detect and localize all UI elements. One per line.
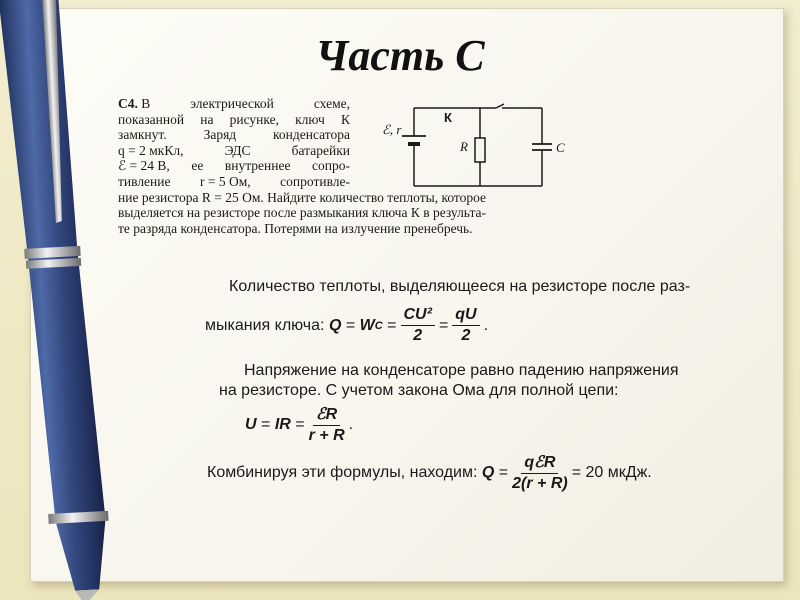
pen-image [0, 0, 160, 600]
source-label: ℰ, r [382, 122, 402, 137]
task-line: тивление r = 5 Ом, сопротивле- [118, 173, 350, 189]
solution-line: Напряжение на конденсаторе равно падению напряжения [244, 362, 679, 379]
solution-formula-result: Комбинируя эти формулы, находим: Q = $\frac{\text{qℰR}}{2(r + R)}$ = 20 мкДж. [207, 454, 652, 492]
result-value: 20 мкДж. [585, 463, 652, 481]
fraction: $\frac{\text{CU²}}{2}$ [401, 306, 435, 345]
task-line: замкнут. Заряд конденсатора [118, 127, 350, 143]
task-line: ние резистора R = 25 Ом. Найдите количество теплоты, которое [118, 189, 487, 205]
key-label: К [444, 110, 452, 125]
solution-line: Количество теплоты, выделяющееся на резисторе после раз- [229, 278, 691, 295]
task-line: те разряда конденсатора. Потерями на излучение пренебречь. [118, 220, 473, 236]
fraction: $\frac{qU}{2}$ [452, 306, 479, 345]
task-line: q = 2 мкКл, ЭДС батарейки [118, 142, 350, 158]
task-number: С4. [118, 96, 138, 111]
capacitor-label: C [556, 140, 565, 155]
fraction: $\frac{\text{qℰR}}{2(r + R)}$ [512, 454, 568, 492]
task-line: показанной на рисунке, ключ К [118, 111, 350, 127]
solution-line: на резисторе. С учетом закона Ома для полной цепи: [219, 382, 619, 399]
circuit-diagram [378, 100, 578, 195]
solution-formula-heat: мыкания ключа: Q = W C = $\frac{\text{CU²}}{2}$ = $\frac{qU}{2}$ . [205, 306, 489, 344]
resistor [475, 138, 485, 162]
task-line: ℰ = 24 В, ее внутреннее сопро- [118, 158, 350, 174]
fraction: $\frac{\text{ℰR}}{r + R}$ [308, 406, 345, 444]
pen-tip [75, 589, 99, 600]
task-line: выделяется на резисторе после размыкания ключа К в результа- [118, 205, 487, 221]
task-line: С4. В электрической схеме, [118, 96, 350, 111]
slide-title: Часть С [315, 31, 485, 80]
solution-formula-voltage: U = IR = $\frac{\text{ℰR}}{r + R}$ . [245, 406, 354, 444]
resistor-label: R [460, 139, 468, 154]
